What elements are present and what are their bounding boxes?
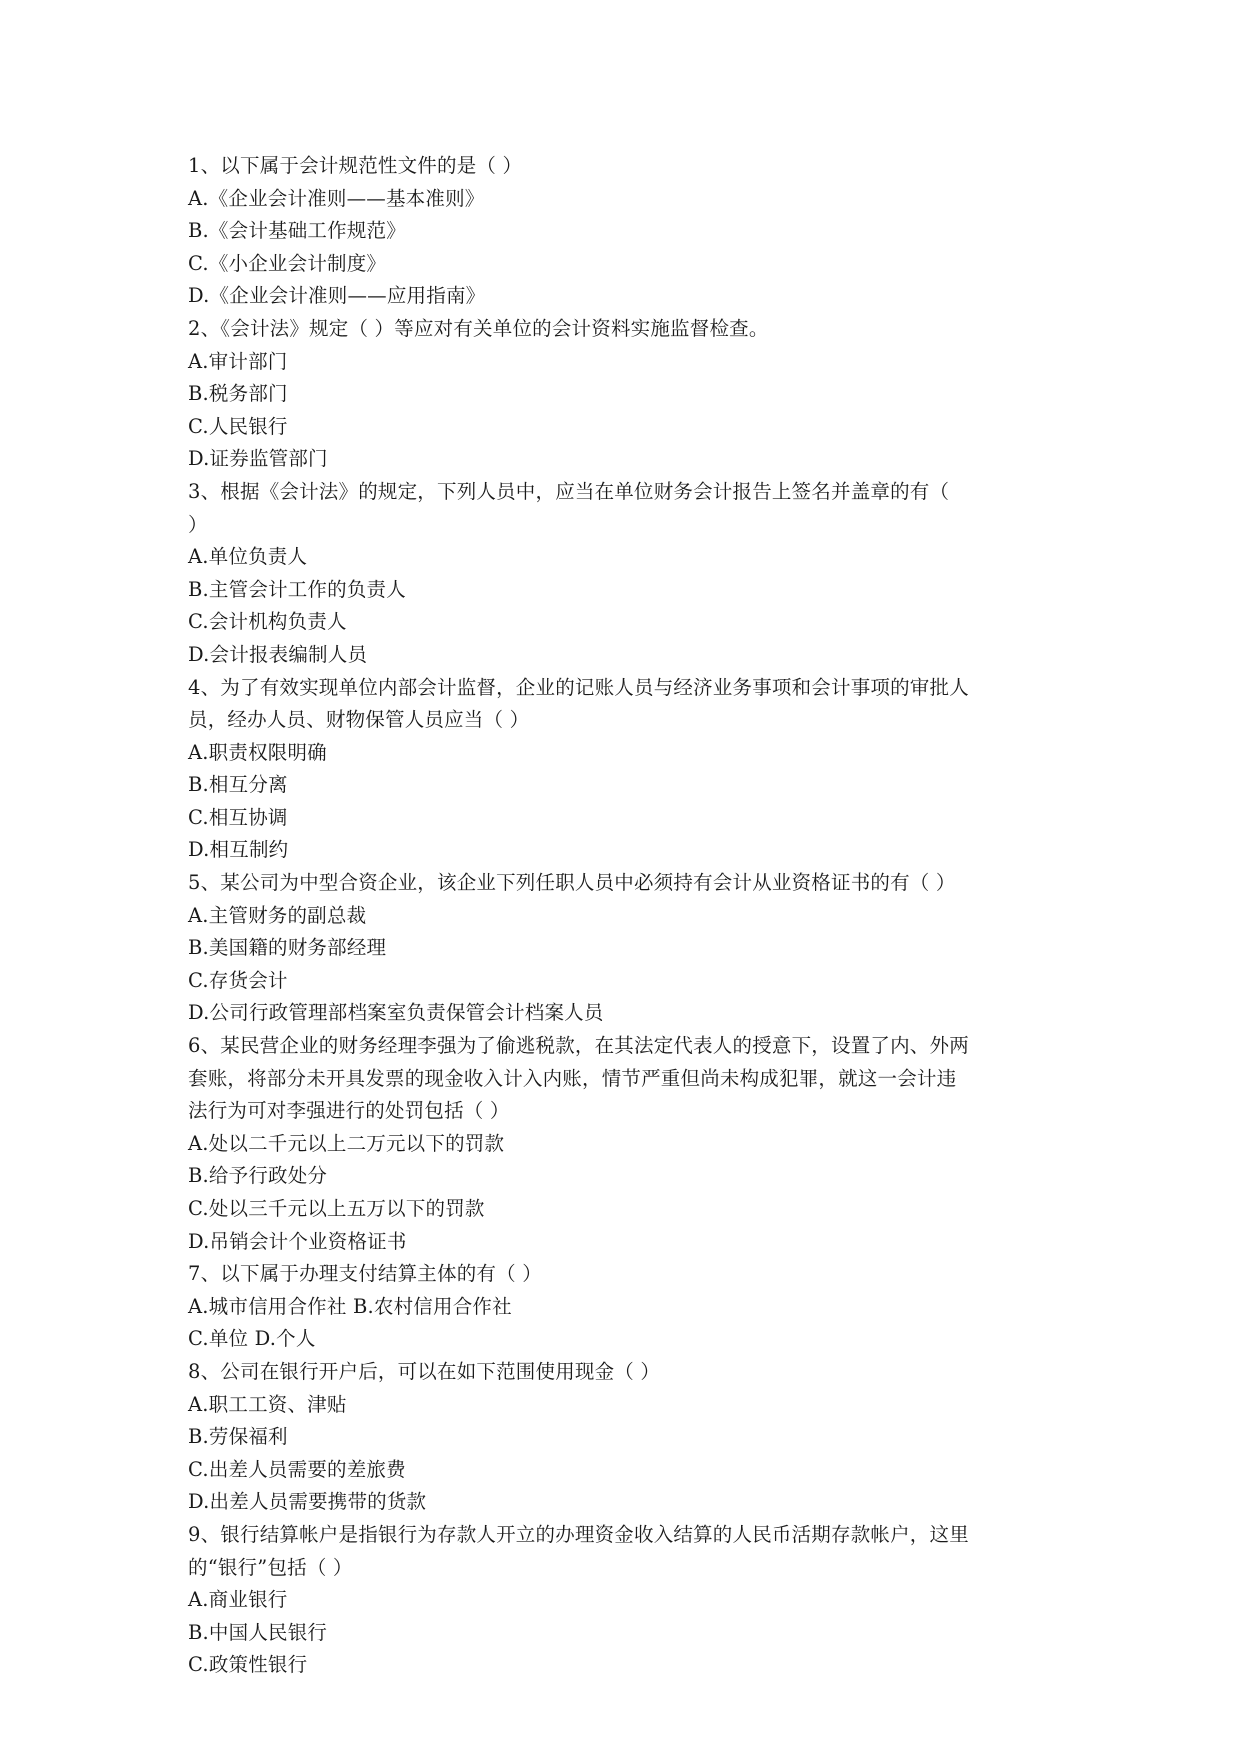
text-line: D.出差人员需要携带的货款 <box>188 1490 427 1514</box>
text-line: C.处以三千元以上五万以下的罚款 <box>188 1197 485 1220</box>
text-line: 的“银行”包括（ ） <box>188 1555 353 1579</box>
text-line: A.主管财务的副总裁 <box>188 903 367 927</box>
text-line: 2、《会计法》规定（ ）等应对有关单位的会计资料实施监督检查。 <box>188 316 769 340</box>
text-line: 6、某民营企业的财务经理李强为了偷逃税款，在其法定代表人的授意下，设置了内、外两 <box>188 1034 969 1058</box>
text-line: B.给予行政处分 <box>188 1164 328 1188</box>
text-line: 套账，将部分未开具发票的现金收入计入内账，情节严重但尚未构成犯罪，就这一会计违 <box>188 1066 957 1090</box>
text-line: B.中国人民银行 <box>188 1620 328 1644</box>
text-line: A.职工工资、津贴 <box>188 1392 347 1416</box>
text-line: D.《企业会计准则——应用指南》 <box>188 284 486 308</box>
text-line: D.公司行政管理部档案室负责保管会计档案人员 <box>188 1001 604 1025</box>
text-line: C.出差人员需要的差旅费 <box>188 1457 406 1481</box>
text-line: 9、银行结算帐户是指银行为存款人开立的办理资金收入结算的人民币活期存款帐户，这里 <box>188 1522 969 1546</box>
text-line: A.审计部门 <box>188 349 288 373</box>
text-line: C.相互协调 <box>188 805 288 829</box>
text-line: 法行为可对李强进行的处罚包括（ ） <box>188 1099 510 1123</box>
text-line: A.单位负责人 <box>188 545 308 569</box>
text-line: 3、根据《会计法》的规定，下列人员中，应当在单位财务会计报告上签名并盖章的有（ <box>188 479 950 503</box>
text-line: C.《小企业会计制度》 <box>188 251 387 275</box>
text-line: D.证券监管部门 <box>188 447 328 471</box>
text-line: C.存货会计 <box>188 968 288 992</box>
text-line: D.会计报表编制人员 <box>188 642 368 666</box>
text-line: 5、某公司为中型合资企业，该企业下列任职人员中必须持有会计从业资格证书的有（ ） <box>188 871 956 895</box>
text-line: A.处以二千元以上二万元以下的罚款 <box>188 1131 505 1155</box>
text-line: B.相互分离 <box>188 773 288 797</box>
text-line: 1、以下属于会计规范性文件的是（ ） <box>188 154 523 177</box>
text-line: C.单位 D.个人 <box>188 1327 316 1351</box>
text-line: B.劳保福利 <box>188 1425 288 1449</box>
text-line: B.美国籍的财务部经理 <box>188 936 387 960</box>
text-line: B.税务部门 <box>188 382 288 406</box>
text-line: C.会计机构负责人 <box>188 610 347 634</box>
text-line: B.《会计基础工作规范》 <box>188 219 406 243</box>
text-line: A.《企业会计准则——基本准则》 <box>188 186 485 210</box>
text-line: 8、公司在银行开户后，可以在如下范围使用现金（ ） <box>188 1359 661 1383</box>
text-line: C.人民银行 <box>188 414 288 438</box>
text-line: 7、以下属于办理支付结算主体的有（ ） <box>188 1262 542 1286</box>
text-line: 4、为了有效实现单位内部会计监督，企业的记账人员与经济业务事项和会计事项的审批人 <box>188 675 969 699</box>
text-line: ） <box>188 512 208 536</box>
text-line: B.主管会计工作的负责人 <box>188 577 406 601</box>
document-body <box>188 150 1058 1682</box>
text-line: D.吊销会计个业资格证书 <box>188 1229 407 1253</box>
text-line: A.职责权限明确 <box>188 740 327 764</box>
text-line: D.相互制约 <box>188 838 289 862</box>
text-line: A.城市信用合作社 B.农村信用合作社 <box>188 1294 512 1318</box>
text-line: A.商业银行 <box>188 1588 288 1612</box>
text-line: 员，经办人员、财物保管人员应当（ ） <box>188 708 530 732</box>
text-line: C.政策性银行 <box>188 1653 308 1677</box>
